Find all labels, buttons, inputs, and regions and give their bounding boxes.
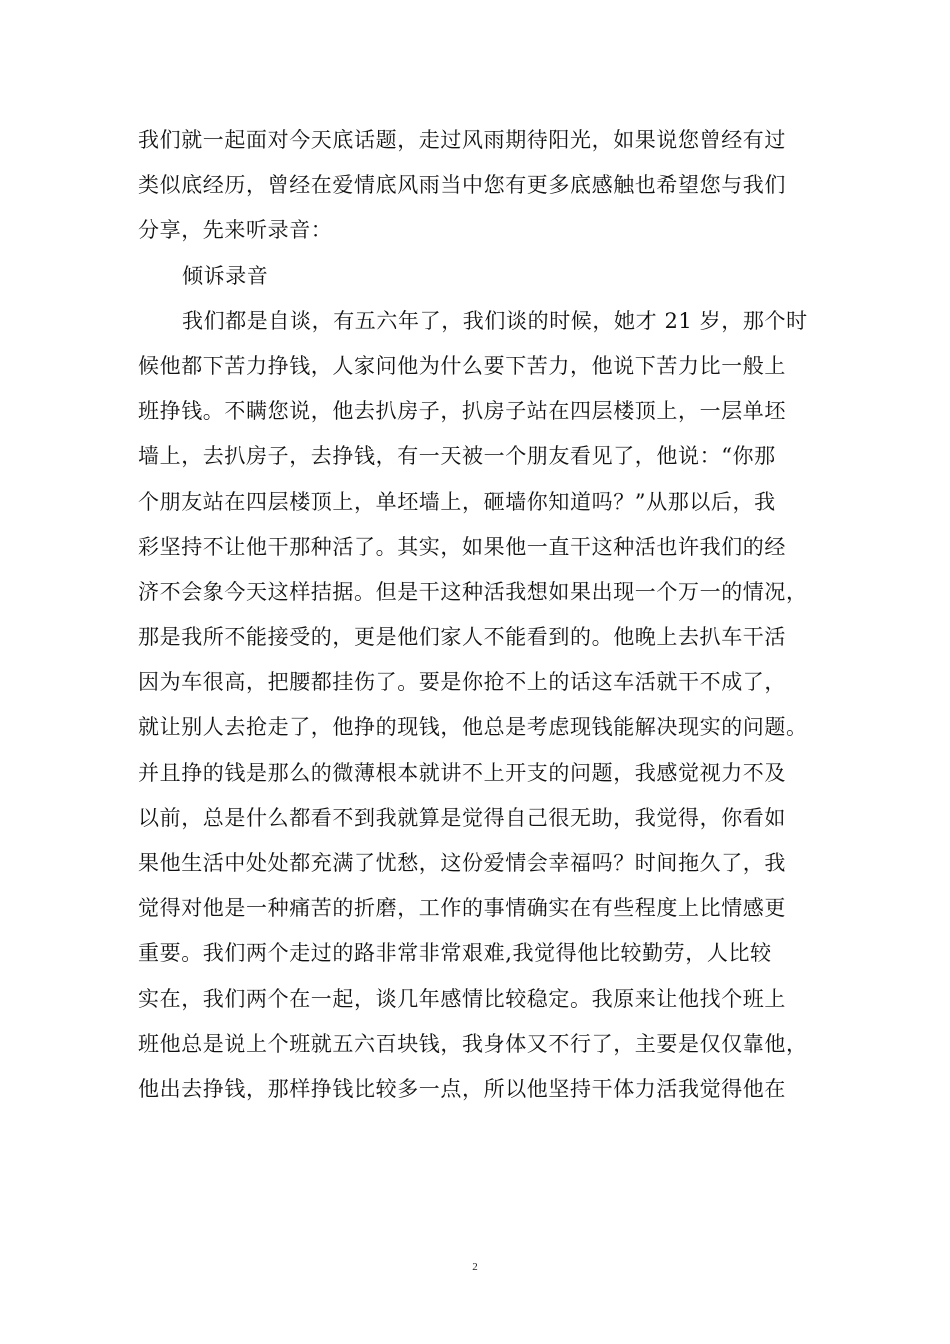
text-line: 倾诉录音 <box>182 263 269 288</box>
text-line: 班他总是说上个班就五六百块钱，我身体又不行了，主要是仅仅靠他， <box>138 1031 808 1056</box>
text-line: 我们就一起面对今天底话题，走过风雨期待阳光，如果说您曾经有过 <box>138 128 786 152</box>
text-line: 那是我所不能接受的，更是他们家人不能看到的。他晚上去扒车干活 <box>138 625 786 650</box>
text-line: 济不会象今天这样拮据。但是干这种活我想如果出现一个万一的情况， <box>138 579 808 604</box>
text-line: 候他都下苦力挣钱，人家问他为什么要下苦力，他说下苦力比一般上 <box>138 353 786 378</box>
text-line: 以前，总是什么都看不到我就算是觉得自己很无助，我觉得，你看如 <box>138 805 786 830</box>
text-line: 我们都是自谈，有五六年了，我们谈的时候，她才 21 岁，那个时 <box>182 308 808 333</box>
text-line: 分享，先来听录音： <box>138 218 333 243</box>
text-line: 因为车很高，把腰都挂伤了。要是你抢不上的话这车活就干不成了， <box>138 670 786 695</box>
text-line: 类似底经历，曾经在爱情底风雨当中您有更多底感触也希望您与我们 <box>138 173 786 198</box>
text-line: 实在，我们两个在一起，谈几年感情比较稳定。我原来让他找个班上 <box>138 986 786 1011</box>
page-number: 2 <box>472 1261 478 1273</box>
text-line: 觉得对他是一种痛苦的折磨，工作的事情确实在有些程度上比情感更 <box>138 896 786 921</box>
text-line: 果他生活中处处都充满了忧愁，这份爱情会幸福吗？时间拖久了，我 <box>138 851 786 875</box>
body-text <box>138 118 828 1112</box>
text-line: 就让别人去抢走了，他挣的现钱，他总是考虑现钱能解决现实的问题。 <box>138 715 808 740</box>
text-line: 并且挣的钱是那么的微薄根本就讲不上开支的问题，我感觉视力不及 <box>138 760 786 785</box>
text-line: 彩坚持不让他干那种活了。其实，如果他一直干这种活也许我们的经 <box>138 534 786 559</box>
text-line: 班挣钱。不瞒您说，他去扒房子，扒房子站在四层楼顶上，一层单坯 <box>138 399 786 424</box>
text-line: 个朋友站在四层楼顶上，单坯墙上，砸墙你知道吗？”从那以后，我 <box>138 489 776 514</box>
text-line: 他出去挣钱，那样挣钱比较多一点，所以他坚持干体力活我觉得他在 <box>138 1076 786 1101</box>
text-line: 墙上，去扒房子，去挣钱，有一天被一个朋友看见了，他说：“你那 <box>138 444 776 469</box>
text-line: 重要。我们两个走过的路非常非常艰难,我觉得他比较勤劳，人比较 <box>138 941 772 966</box>
